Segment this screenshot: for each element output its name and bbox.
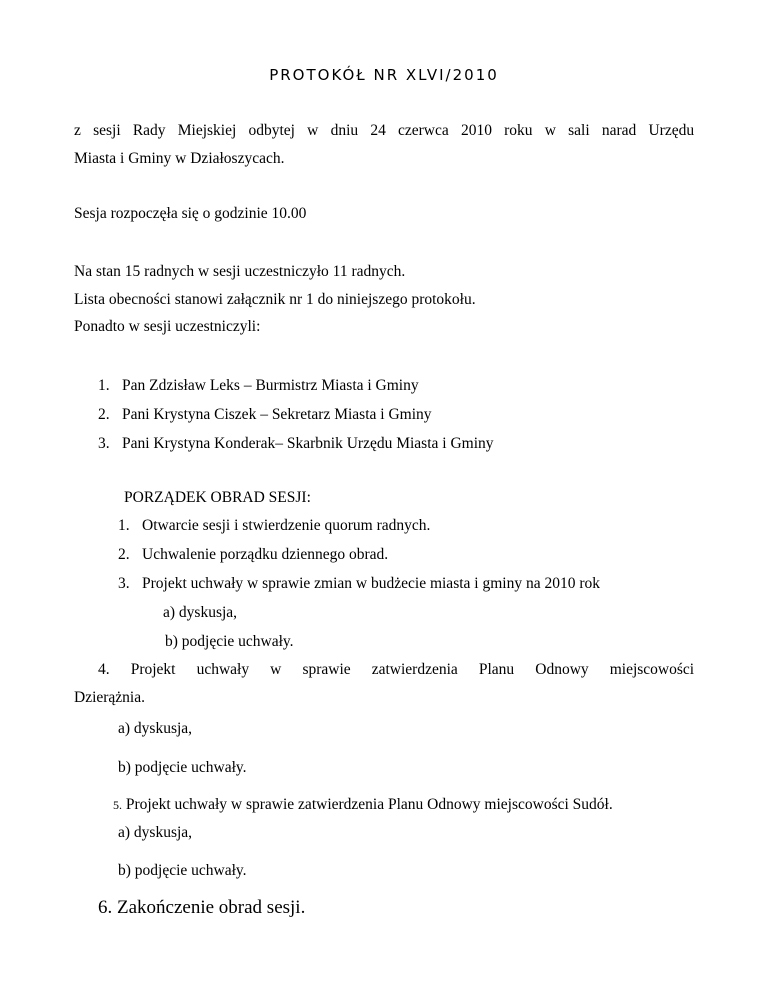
agenda-item-4-line-2: Dzierążnia. <box>74 689 145 706</box>
agenda-item-6: 6. Zakończenie obrad sesji. <box>98 897 306 918</box>
attendance-line-2: Lista obecności stanowi załącznik nr 1 do niniejszego protokołu. <box>74 291 476 308</box>
intro-word: w <box>307 122 319 139</box>
agenda-subitem: a) dyskusja, <box>118 720 193 737</box>
agenda-text: Projekt uchwały w sprawie zatwierdzenia Planu Odnowy miejscowości Sudół. <box>125 796 613 813</box>
list-number: 3. <box>118 575 130 592</box>
intro-word: Rady <box>132 122 166 139</box>
list-number: 5. <box>113 798 122 812</box>
agenda-item <box>118 546 388 564</box>
agenda-word: 4. <box>98 661 110 678</box>
agenda-word: uchwały <box>196 661 250 678</box>
agenda-word: Odnowy <box>535 661 589 678</box>
agenda-word: w <box>270 661 282 678</box>
intro-word: Miejskiej <box>177 122 237 139</box>
agenda-subitem: b) podjęcie uchwały. <box>118 759 247 776</box>
document-title: PROTOKÓŁ NR XLVI/2010 <box>269 66 499 84</box>
list-number: 3. <box>98 435 110 452</box>
agenda-item <box>113 796 613 814</box>
intro-word: 24 <box>370 122 386 139</box>
intro-word: roku <box>504 122 533 139</box>
session-start: Sesja rozpoczęła się o godzinie 10.00 <box>74 205 307 222</box>
agenda-word: sprawie <box>302 661 351 678</box>
intro-word: z <box>74 122 81 139</box>
participant-item <box>98 377 419 395</box>
agenda-text: Uchwalenie porządku dziennego obrad. <box>142 546 389 563</box>
intro-word: 2010 <box>460 122 492 139</box>
agenda-word: Planu <box>478 661 515 678</box>
intro-word: narad <box>601 122 637 139</box>
intro-word: dniu <box>330 122 359 139</box>
attendance-line-3: Ponadto w sesji uczestniczyli: <box>74 318 261 335</box>
list-number: 2. <box>118 546 130 563</box>
agenda-subitem: b) podjęcie uchwały. <box>118 862 247 879</box>
participant-text: Pani Krystyna Konderak– Skarbnik Urzędu Miasta i Gminy <box>122 435 494 452</box>
agenda-word: zatwierdzenia <box>371 661 458 678</box>
agenda-word: miejscowości <box>609 661 695 678</box>
intro-line-2: Miasta i Gminy w Działoszycach. <box>74 150 285 167</box>
agenda-subitem: a) dyskusja, <box>163 604 238 621</box>
intro-line-1 <box>74 122 694 140</box>
participant-item <box>98 435 494 453</box>
list-number: 1. <box>98 377 110 394</box>
attendance-line-1: Na stan 15 radnych w sesji uczestniczyło 11 radnych. <box>74 263 406 280</box>
intro-word: odbytej <box>248 122 295 139</box>
intro-word: sesji <box>93 122 121 139</box>
list-number: 1. <box>118 517 130 534</box>
agenda-word: Projekt <box>130 661 176 678</box>
intro-word: sali <box>568 122 590 139</box>
participant-text: Pan Zdzisław Leks – Burmistrz Miasta i Gminy <box>122 377 419 394</box>
agenda-subitem: a) dyskusja, <box>118 824 193 841</box>
intro-word: w <box>544 122 556 139</box>
participant-item <box>98 406 432 424</box>
agenda-item <box>118 575 600 593</box>
agenda-text: Projekt uchwały w sprawie zmian w budżecie miasta i gminy na 2010 rok <box>142 575 600 592</box>
agenda-item <box>118 517 430 535</box>
participant-text: Pani Krystyna Ciszek – Sekretarz Miasta i Gminy <box>122 406 432 423</box>
list-number: 2. <box>98 406 110 423</box>
intro-word: Urzędu <box>648 122 695 139</box>
agenda-heading: PORZĄDEK OBRAD SESJI: <box>124 489 311 506</box>
agenda-item-4-line-1 <box>98 661 694 679</box>
intro-word: czerwca <box>398 122 449 139</box>
agenda-text: Otwarcie sesji i stwierdzenie quorum radnych. <box>142 517 431 534</box>
agenda-subitem: b) podjęcie uchwały. <box>165 633 294 650</box>
